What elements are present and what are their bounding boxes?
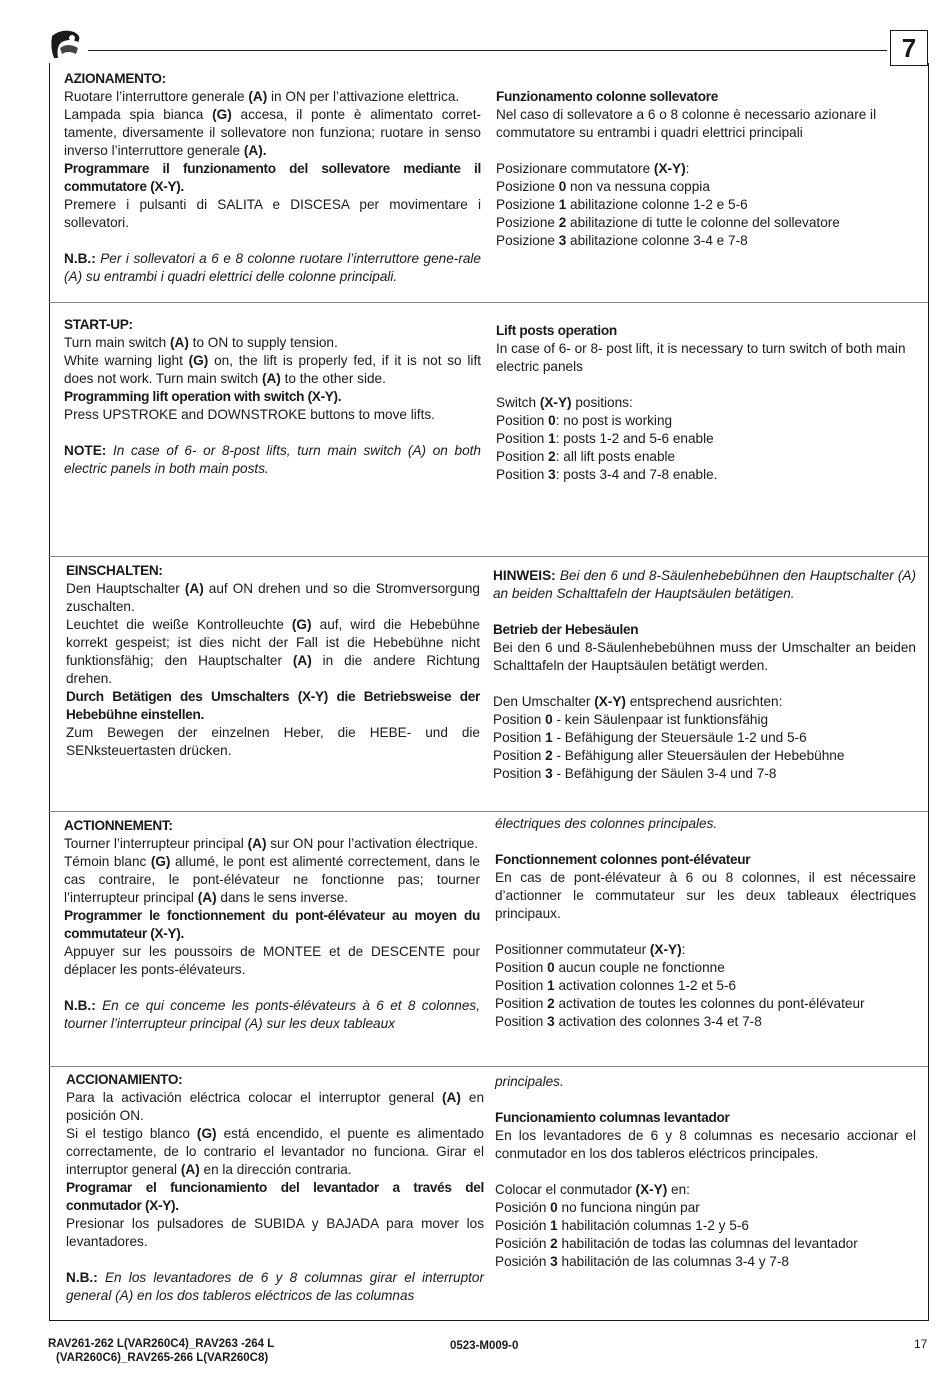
footer-model-codes	[48, 1337, 274, 1365]
section-de-right	[493, 567, 916, 783]
section-divider	[49, 302, 928, 303]
position-item: Position 1: posts 1-2 and 5-6 enable	[496, 431, 714, 446]
subsection-title: Funzionamento colonne sollevatore	[496, 89, 718, 104]
paragraph: Premere i pulsanti di SALITA e DISCESA per movimentare i sollevatori.	[64, 197, 481, 230]
note: N.B.: En ce qui conceme les ponts-élévateurs à 6 et 8 colonnes, tourner l’interrupteur principal (A) sur les deux tableaux	[64, 998, 480, 1031]
paragraph: Presionar los pulsadores de SUBIDA y BAJADA para mover los levantadores.	[66, 1216, 484, 1249]
position-item: Position 2 - Befähigung aller Steuersäulen der Hebebühne	[493, 748, 845, 763]
paragraph-bold: Programmer le fonctionnement du pont-élévateur au moyen du commutateur (X-Y).	[64, 908, 480, 941]
paragraph: Para la activación eléctrica colocar el interruptor general (A) en posición ON.	[66, 1090, 485, 1123]
subsection-title: Betrieb der Hebesäulen	[493, 622, 639, 637]
note-continuation: électriques des colonnes principales.	[495, 816, 718, 831]
position-item: Position 3 - Befähigung der Säulen 3-4 und 7-8	[493, 766, 777, 781]
paragraph: Appuyer sur les poussoirs de MONTEE et de DESCENTE pour déplacer les ponts-élévateurs.	[64, 944, 480, 977]
section-fr-right	[495, 815, 916, 1031]
note: N.B.: Per i sollevatori a 6 e 8 colonne ruotare l’interruttore gene-rale (A) su entrambi i quadri elettrici delle colonne principali.	[64, 251, 481, 284]
position-item: Position 1 activation colonnes 1-2 et 5-6	[495, 978, 737, 993]
note: N.B.: En los levantadores de 6 y 8 columnas girar el interruptor general (A) en los dos tableros eléctricos de las columnas	[66, 1270, 484, 1303]
position-item: Position 0: no post is working	[496, 413, 673, 428]
section-it-right	[496, 88, 916, 250]
paragraph-bold: Programmare il funzionamento del sollevatore mediante il commutatore (X-Y).	[64, 161, 481, 194]
switch-line: Switch (X-Y) positions:	[496, 395, 633, 410]
paragraph-bold: Durch Betätigen des Umschalters (X-Y) die Betriebsweise der Hebebühne einstellen.	[66, 689, 480, 722]
section-es-right	[495, 1073, 916, 1271]
section-de-left	[66, 562, 480, 760]
section-en-right	[496, 322, 916, 484]
section-divider	[49, 1066, 928, 1067]
section-en-left	[64, 316, 481, 478]
section-fr-left	[64, 817, 480, 1033]
position-item: Posición 0 no funciona ningún par	[495, 1200, 700, 1215]
position-item: Posizione 1 abilitazione colonne 1-2 e 5-6	[496, 197, 748, 212]
paragraph: En los levantadores de 6 y 8 columnas es necesario accionar el conmutador en los dos tableros eléctricos principales.	[495, 1128, 916, 1161]
switch-line: Positionner commutateur (X-Y):	[495, 942, 686, 957]
note: NOTE: In case of 6- or 8-post lifts, turn main switch (A) on both electric panels in both main posts.	[64, 443, 481, 476]
subsection-title: Funcionamiento columnas levantador	[495, 1110, 730, 1125]
paragraph: Si el testigo blanco (G) está encendido, el puente es alimentado correctamente, de lo contrario el levantador no funciona. Girar el interruptor general (A) en la dirección contraria.	[66, 1126, 484, 1177]
position-item: Position 3: posts 3-4 and 7-8 enable.	[496, 467, 718, 482]
switch-line: Colocar el conmutador (X-Y) en:	[495, 1182, 690, 1197]
section-title: EINSCHALTEN:	[66, 563, 163, 578]
position-item: Position 2 activation de toutes les colonnes du pont-élévateur	[495, 996, 865, 1011]
switch-line: Den Umschalter (X-Y) entsprechend ausrichten:	[493, 694, 783, 709]
position-item: Position 3 activation des colonnes 3-4 et 7-8	[495, 1014, 762, 1029]
paragraph: Press UPSTROKE and DOWNSTROKE buttons to move lifts.	[64, 407, 435, 422]
position-item: Posición 3 habilitación de las columnas 3-4 y 7-8	[495, 1254, 789, 1269]
position-item: Position 1 - Befähigung der Steuersäule 1-2 und 5-6	[493, 730, 807, 745]
paragraph: Turn main switch (A) to ON to supply tension.	[64, 335, 338, 350]
paragraph-bold: Programar el funcionamiento del levantador a través del conmutador (X-Y).	[66, 1180, 484, 1213]
brand-logo-icon	[48, 28, 88, 64]
position-item: Posición 1 habilitación columnas 1-2 y 5-6	[495, 1218, 749, 1233]
footer-model-line: (VAR260C6)_RAV265-266 L(VAR260C8)	[56, 1352, 269, 1364]
subsection-title: Fonctionnement colonnes pont-élévateur	[495, 852, 751, 867]
section-title: AZIONAMENTO:	[64, 71, 166, 86]
note-continuation: principales.	[495, 1074, 564, 1089]
paragraph: Témoin blanc (G) allumé, le pont est alimenté correctement, dans le cas contraire, le pont-élévateur ne fonctionne pas; tourner l’interrupteur principal (A) dans le sens inverse.	[64, 854, 480, 905]
paragraph: Ruotare l’interruttore generale (A) in ON per l’attivazione elettrica.	[64, 89, 460, 104]
paragraph: In case of 6- or 8- post lift, it is necessary to turn switch of both main electric panels	[496, 341, 906, 374]
switch-line: Posizionare commutatore (X-Y):	[496, 161, 690, 176]
paragraph: Tourner l’interrupteur principal (A) sur ON pour l’activation électrique.	[64, 836, 479, 851]
position-item: Posizione 3 abilitazione colonne 3-4 e 7-8	[496, 233, 748, 248]
position-item: Posizione 0 non va nessuna coppia	[496, 179, 710, 194]
paragraph-bold: Programming lift operation with switch (X-Y).	[64, 389, 342, 404]
page-number: 17	[914, 1337, 928, 1351]
paragraph: Den Hauptschalter (A) auf ON drehen und so die Stromversorgung zuschalten.	[66, 581, 480, 614]
section-divider	[49, 811, 928, 812]
position-item: Posición 2 habilitación de todas las columnas del levantador	[495, 1236, 858, 1251]
section-divider	[49, 556, 928, 557]
chapter-number-box: 7	[890, 30, 928, 66]
subsection-title: Lift posts operation	[496, 323, 617, 338]
note: HINWEIS: Bei den 6 und 8-Säulenhebebühnen den Hauptschalter (A) an beiden Schalttafeln der Hauptsäulen betätigen.	[493, 568, 916, 601]
paragraph: En cas de pont-élévateur à 6 ou 8 colonnes, il est nécessaire d’actionner le commutateur sur les deux tableaux électriques principaux.	[495, 870, 916, 921]
section-es-left	[66, 1071, 484, 1305]
section-title: ACTIONNEMENT:	[64, 818, 173, 833]
header-rule	[88, 50, 887, 51]
paragraph: Lampada spia bianca (G) accesa, il ponte è alimentato corret-tamente, diversamente il sollevatore non funziona; ruotare in senso inverso l’interruttore generale (A).	[64, 107, 481, 158]
footer-doc-code: 0523-M009-0	[450, 1340, 519, 1352]
paragraph: Nel caso di sollevatore a 6 o 8 colonne è necessario azionare il commutatore su entrambi i quadri elettrici principali	[496, 107, 877, 140]
section-title: ACCIONAMIENTO:	[66, 1072, 183, 1087]
footer-model-line: RAV261-262 L(VAR260C4)_RAV263 -264 L	[48, 1338, 275, 1350]
paragraph: White warning light (G) on, the lift is properly fed, if it is not so lift does not work. Turn main switch (A) to the other side.	[64, 353, 481, 386]
position-item: Posizione 2 abilitazione di tutte le colonne del sollevatore	[496, 215, 840, 230]
position-item: Position 0 - kein Säulenpaar ist funktionsfähig	[493, 712, 769, 727]
position-item: Position 0 aucun couple ne fonctionne	[495, 960, 725, 975]
section-it-left	[64, 70, 481, 286]
paragraph: Zum Bewegen der einzelnen Heber, die HEBE- und die SENksteuertasten drücken.	[66, 725, 480, 758]
paragraph: Bei den 6 und 8-Säulenhebebühnen muss der Umschalter an beiden Schalttafeln der Hauptsäulen betätigt werden.	[493, 640, 916, 673]
section-title: START-UP:	[64, 317, 133, 332]
position-item: Position 2: all lift posts enable	[496, 449, 676, 464]
paragraph: Leuchtet die weiße Kontrolleuchte (G) auf, wird die Hebebühne korrekt gespeist; ist dies nicht der Fall ist die Hebebühne nicht funktionsfähig; den Hauptschalter (A) in die andere Richtung drehen.	[66, 617, 480, 686]
